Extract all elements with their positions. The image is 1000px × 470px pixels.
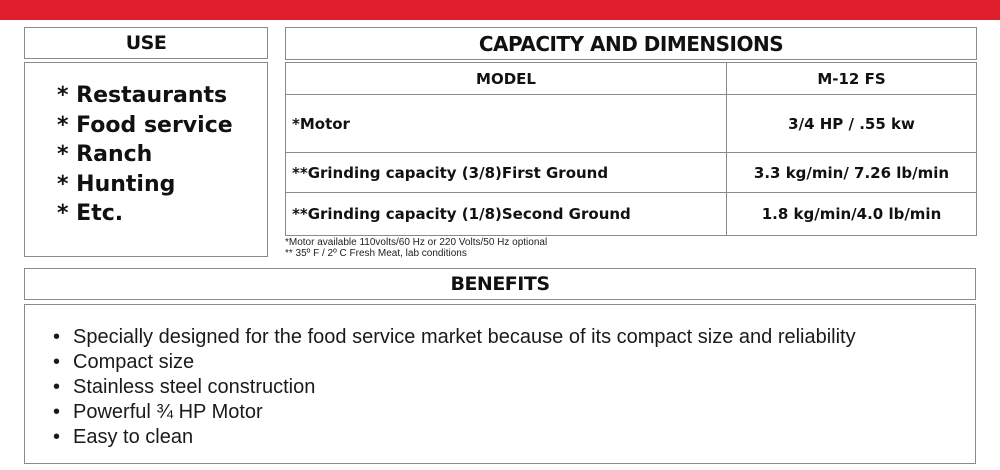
list-item: • Compact size <box>73 350 975 375</box>
use-heading: USE <box>24 27 268 59</box>
table-row <box>286 95 977 153</box>
list-item: • Easy to clean <box>73 425 975 450</box>
footnotes <box>285 237 547 259</box>
benefits-panel <box>24 304 976 464</box>
row-label: *Motor <box>286 95 727 153</box>
row-value: 3/4 HP / .55 kw <box>727 95 977 153</box>
table-row <box>286 153 977 193</box>
use-panel <box>24 62 268 257</box>
benefits-heading: BENEFITS <box>24 268 976 300</box>
list-item: * Hunting <box>57 170 267 200</box>
footnote: ** 35º F / 2º C Fresh Meat, lab conditions <box>285 248 467 259</box>
use-list <box>25 63 267 229</box>
table-row <box>286 193 977 236</box>
table-header-row <box>286 63 977 95</box>
capacity-heading: CAPACITY AND DIMENSIONS <box>285 27 977 60</box>
capacity-table <box>285 62 977 236</box>
row-value: 1.8 kg/min/4.0 lb/min <box>727 193 977 236</box>
list-item: • Specially designed for the food service market because of its compact size and reliability <box>73 325 975 350</box>
row-value: 3.3 kg/min/ 7.26 lb/min <box>727 153 977 193</box>
row-label: **Grinding capacity (1/8)Second Ground <box>286 193 727 236</box>
list-item: * Restaurants <box>57 81 267 111</box>
list-item: * Ranch <box>57 140 267 170</box>
list-item: • Stainless steel construction <box>73 375 975 400</box>
top-accent-bar <box>0 0 1000 20</box>
list-item: * Etc. <box>57 199 267 229</box>
model-label: MODEL <box>286 63 727 95</box>
benefits-list <box>25 305 975 450</box>
footnote: *Motor available 110volts/60 Hz or 220 Volts/50 Hz optional <box>285 237 548 248</box>
list-item: * Food service <box>57 111 267 141</box>
row-label: **Grinding capacity (3/8)First Ground <box>286 153 727 193</box>
list-item: • Powerful ¾ HP Motor <box>73 400 975 425</box>
model-value: M-12 FS <box>727 63 977 95</box>
